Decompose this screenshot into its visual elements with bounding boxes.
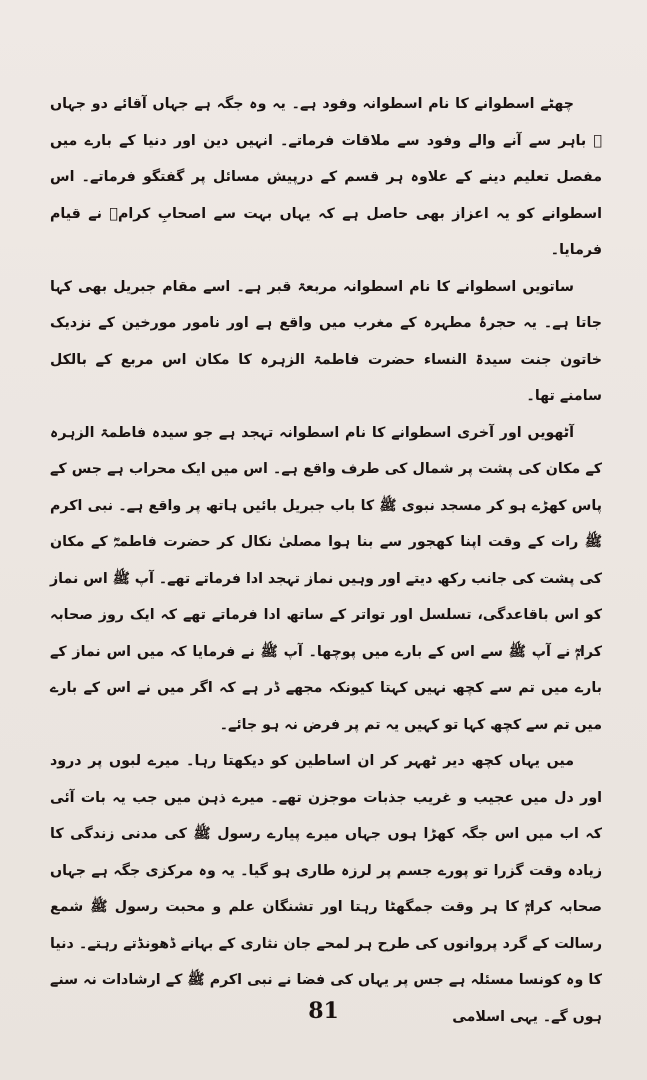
paragraph-2: ساتویں اسطوانے کا نام اسطوانہ مربعۃ قبر ہے۔ اسے مقام جبریل بھی کہا جاتا ہے۔ یہ حجرۂ مطہرہ کے مغرب میں واقع ہے اور نامور مورخین کے نزدیک خاتون جنت سیدۃ النساء حضرت فاطمۃ الزہرہ کا مکان اس مربع کے بالکل سامنے تھا۔ <box>50 278 602 404</box>
page-body <box>50 86 602 1035</box>
paragraph-1: چھٹے اسطوانے کا نام اسطوانہ وفود ہے۔ یہ وہ جگہ ہے جہاں آقائے دو جہاں ﷺ باہر سے آنے والے وفود سے ملاقات فرماتے۔ انہیں دین اور دنیا کے بارے میں مفصل تعلیم دینے کے علاوہ ہر قسم کے درپیش مسائل پر گفتگو فرماتے۔ اس اسطوانے کو یہ اعزاز بھی حاصل ہے کہ یہاں بہت سے اصحابِ کرامؓ نے قیام فرمایا۔ <box>50 96 602 258</box>
paragraph-4: میں یہاں کچھ دیر ٹھہر کر ان اساطین کو دیکھتا رہا۔ میرے لبوں پر درود اور دل میں عجیب و غریب جذبات موجزن تھے۔ میرے ذہن میں جب یہ بات آئی کہ اب میں اس جگہ کھڑا ہوں جہاں میرے پیارے رسول ﷺ کی مدنی زندگی کا زیادہ وقت گزرا تو پورے جسم پر لرزہ طاری ہو گیا۔ یہ وہ مرکزی جگہ ہے جہاں صحابہ کرامؓ کا ہر وقت جمگھٹا رہتا اور تشنگان علم و محبت رسول ﷺ شمع رسالت کے گرد پروانوں کی طرح ہر لمحے جان نثاری کے بہانے ڈھونڈتے رہتے۔ دنیا کا وہ کونسا مسئلہ ہے جس پر یہاں کی فضا نے نبی اکرم ﷺ کے ارشادات نہ سنے ہوں گے۔ یہی اسلامی <box>50 753 602 1025</box>
paragraph-3: آٹھویں اور آخری اسطوانے کا نام اسطوانہ تہجد ہے جو سیدہ فاطمۃ الزہرہ کے مکان کی پشت پر شمال کی طرف واقع ہے۔ اس میں ایک محراب ہے جس کے پاس کھڑے ہو کر مسجد نبوی ﷺ کا باب جبریل بائیں ہاتھ پر واقع ہے۔ نبی اکرم ﷺ رات کے وقت اپنا کھجور سے بنا ہوا مصلیٰ نکال کر حضرت فاطمہؓ کے مکان کی پشت کی جانب رکھ دیتے اور وہیں نماز تہجد ادا فرماتے تھے۔ آپ ﷺ اس نماز کو اس باقاعدگی، تسلسل اور تواتر کے ساتھ ادا فرماتے تھے کہ ایک روز صحابہ کرامؓ نے آپ ﷺ سے اس کے بارے میں پوچھا۔ آپ ﷺ نے فرمایا کہ میں اس نماز کے بارے میں تم سے کچھ نہیں کہتا کیونکہ مجھے ڈر ہے کہ اگر میں نے اس کے بارے میں تم سے کچھ کہا تو کہیں یہ تم پر فرض نہ ہو جائے۔ <box>50 424 602 733</box>
page-number: 81 <box>308 998 339 1024</box>
